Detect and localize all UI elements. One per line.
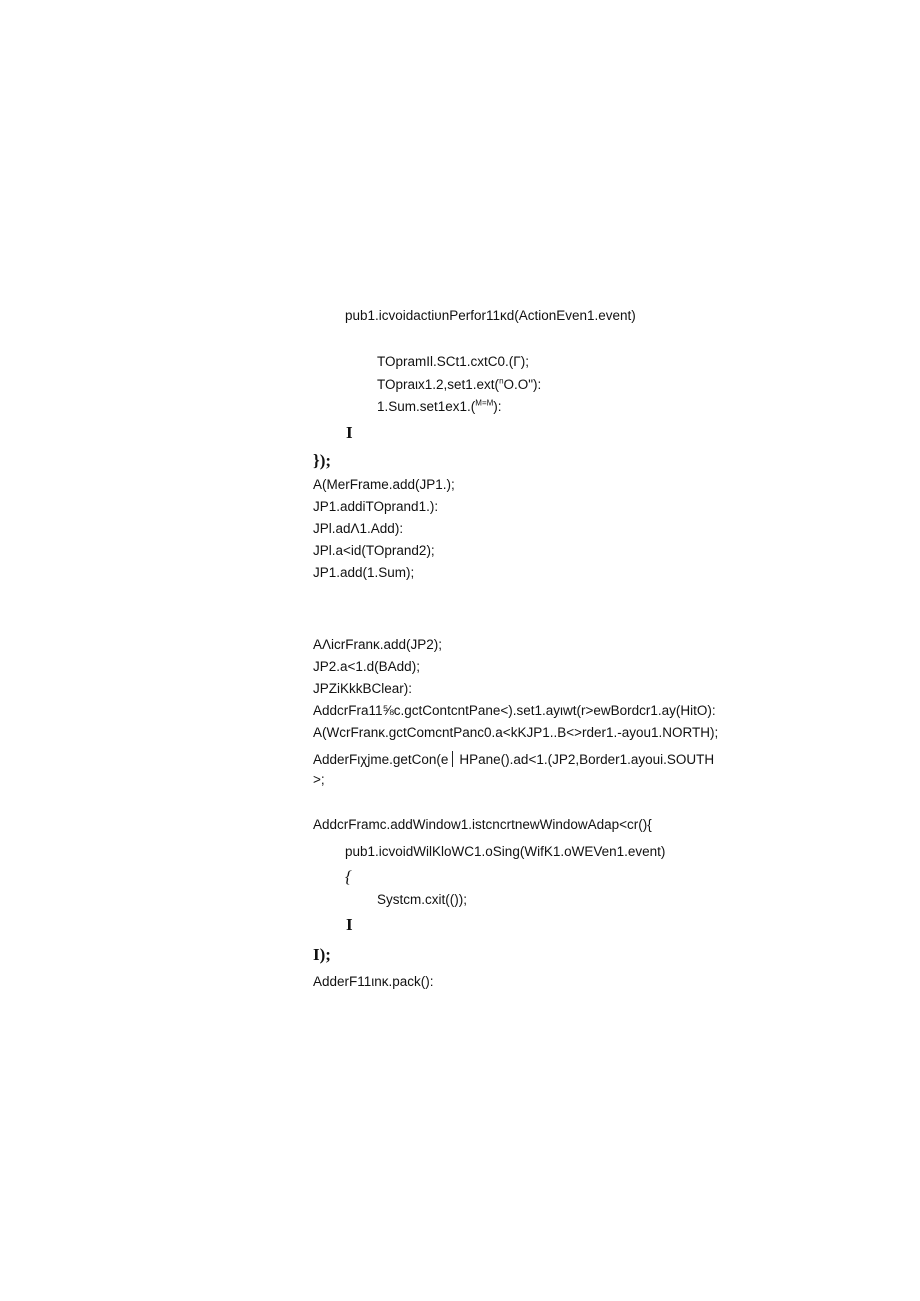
code-line-system-exit: Systcm.cxit(()); <box>377 892 467 907</box>
code-text: AdderFιχjme.getCon(e <box>313 752 449 767</box>
code-line: JP1.add(1.Sum); <box>313 565 415 580</box>
code-line <box>313 751 714 769</box>
code-text: O.O"): <box>503 377 542 392</box>
code-line-close-listener: I); <box>313 945 331 964</box>
code-text: 1.Sum.set1ex1.( <box>377 399 476 414</box>
code-line-close-brace: I <box>346 915 353 934</box>
code-line: JPl.a<id(TOprand2); <box>313 543 435 558</box>
code-line-close-listener: }); <box>313 451 332 470</box>
code-line: A(MerFrame.add(JP1.); <box>313 477 455 492</box>
code-text: HPane().ad<1.(JP2,Border1.ayoui.SOUTH <box>459 752 715 767</box>
code-line: JP1.addiTOprand1.): <box>313 499 439 514</box>
code-line: AΛicrFranκ.add(JP2); <box>313 637 443 652</box>
code-text: TOpraιx1.2,set1.ext( <box>377 377 500 392</box>
code-line-window-closing: pub1.icvoidWilKloWC1.oSing(WifK1.oWEVen1.event) <box>345 844 666 859</box>
code-line-window-listener: AddcrFramc.addWindow1.istcncrtnewWindowAdap<cr(){ <box>313 817 652 832</box>
code-line-method-signature: pub1.icvoidactiυnPerfor11κd(ActionEven1.event) <box>345 308 636 323</box>
code-line-close-brace: I <box>346 423 353 442</box>
code-line: JP2.a<1.d(BAdd); <box>313 659 420 674</box>
code-line-set-operand1: TOpramIl.SCt1.cxtC0.(Γ); <box>377 354 529 369</box>
code-line-set-sum <box>377 398 502 416</box>
code-line: A(WcrFranκ.gctComcntPanc0.a<kKJP1..B<>rder1.-ayou1.NORTH); <box>313 725 719 740</box>
code-superscript: n <box>499 376 504 386</box>
vertical-bar-glyph <box>452 751 453 767</box>
code-line: JPZiKkkBClear): <box>313 681 413 696</box>
code-line: >; <box>313 772 325 787</box>
code-line: AddcrFra11⅝c.gctContcntPane<).set1.ayιwt(r>ewBordcr1.ay(HitO): <box>313 703 716 718</box>
code-line-pack: AdderF11ιnκ.pack(): <box>313 974 434 989</box>
code-text: ): <box>493 399 502 414</box>
code-line-set-operand2 <box>377 376 541 394</box>
code-superscript: M=M <box>475 398 494 408</box>
code-line-open-brace: { <box>345 867 352 886</box>
code-line: JPl.adΛ1.Add): <box>313 521 404 536</box>
